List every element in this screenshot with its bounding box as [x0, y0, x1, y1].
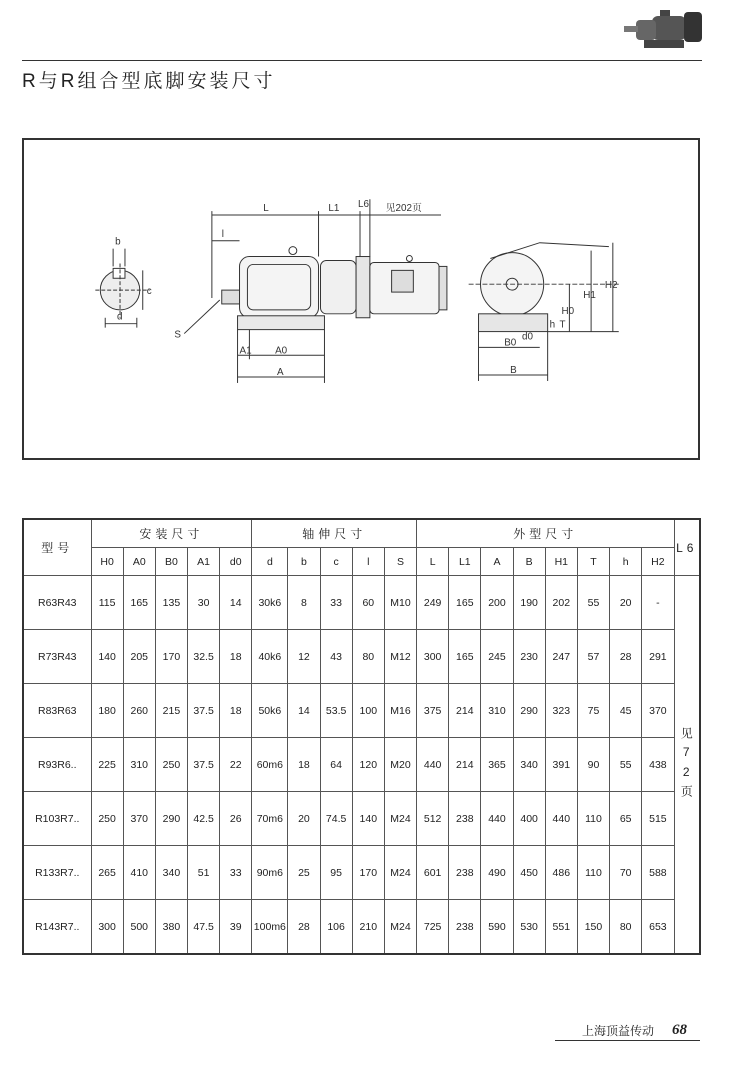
outline-header: 外型尺寸: [417, 519, 674, 548]
label-S: S: [174, 329, 181, 341]
value-cell: M16: [384, 684, 416, 738]
value-cell: 370: [642, 684, 674, 738]
table-row: [23, 630, 700, 684]
value-cell: 250: [91, 792, 123, 846]
column-header: c: [320, 548, 352, 576]
value-cell: 140: [352, 792, 384, 846]
value-cell: -: [642, 576, 674, 630]
value-cell: 33: [220, 846, 252, 900]
value-cell: 115: [91, 576, 123, 630]
label-b: b: [115, 236, 121, 248]
value-cell: 37.5: [188, 738, 220, 792]
value-cell: 42.5: [188, 792, 220, 846]
model-cell: R83R63: [23, 684, 91, 738]
value-cell: 450: [513, 846, 545, 900]
label-H1: H1: [583, 290, 596, 302]
model-cell: R73R43: [23, 630, 91, 684]
label-see-page: 见202页: [385, 203, 422, 215]
value-cell: M24: [384, 792, 416, 846]
value-cell: 51: [188, 846, 220, 900]
value-cell: 290: [155, 792, 187, 846]
value-cell: 245: [481, 630, 513, 684]
value-cell: 75: [577, 684, 609, 738]
value-cell: 260: [123, 684, 155, 738]
table-body: [23, 576, 700, 955]
value-cell: 70: [610, 846, 642, 900]
value-cell: 375: [417, 684, 449, 738]
value-cell: 214: [449, 684, 481, 738]
value-cell: 8: [288, 576, 320, 630]
value-cell: 530: [513, 900, 545, 955]
value-cell: 20: [288, 792, 320, 846]
value-cell: M24: [384, 846, 416, 900]
value-cell: 210: [352, 900, 384, 955]
value-cell: 391: [545, 738, 577, 792]
value-cell: 515: [642, 792, 674, 846]
value-cell: 180: [91, 684, 123, 738]
label-H2: H2: [604, 280, 618, 292]
value-cell: 14: [288, 684, 320, 738]
value-cell: 90: [577, 738, 609, 792]
value-cell: 18: [220, 684, 252, 738]
table-row: [23, 684, 700, 738]
column-header: H0: [91, 548, 123, 576]
value-cell: 290: [513, 684, 545, 738]
column-header: L1: [449, 548, 481, 576]
value-cell: 380: [155, 900, 187, 955]
value-cell: 100m6: [252, 900, 288, 955]
value-cell: M12: [384, 630, 416, 684]
value-cell: 140: [91, 630, 123, 684]
value-cell: 310: [481, 684, 513, 738]
value-cell: 30: [188, 576, 220, 630]
value-cell: 165: [449, 630, 481, 684]
model-header: 型号: [23, 519, 91, 576]
value-cell: 247: [545, 630, 577, 684]
label-L1: L1: [328, 203, 340, 215]
dimension-table: [22, 518, 701, 955]
value-cell: 110: [577, 792, 609, 846]
value-cell: 512: [417, 792, 449, 846]
label-l: l: [221, 228, 224, 240]
value-cell: 370: [123, 792, 155, 846]
column-header: H2: [642, 548, 674, 576]
table-row: [23, 846, 700, 900]
gearmotor-drawing: [24, 140, 698, 458]
l6-header: L6: [674, 519, 700, 576]
column-header: d: [252, 548, 288, 576]
value-cell: 45: [610, 684, 642, 738]
value-cell: 39: [220, 900, 252, 955]
page-title: R与R组合型底脚安装尺寸: [22, 71, 276, 92]
value-cell: 95: [320, 846, 352, 900]
value-cell: M20: [384, 738, 416, 792]
value-cell: 47.5: [188, 900, 220, 955]
value-cell: 80: [610, 900, 642, 955]
value-cell: 215: [155, 684, 187, 738]
value-cell: 551: [545, 900, 577, 955]
value-cell: 26: [220, 792, 252, 846]
value-cell: 32.5: [188, 630, 220, 684]
value-cell: 214: [449, 738, 481, 792]
value-cell: 486: [545, 846, 577, 900]
value-cell: 291: [642, 630, 674, 684]
value-cell: 100: [352, 684, 384, 738]
value-cell: 90m6: [252, 846, 288, 900]
value-cell: 37.5: [188, 684, 220, 738]
footer-company: 上海顶益传动: [582, 1024, 655, 1038]
column-header: L: [417, 548, 449, 576]
value-cell: 28: [288, 900, 320, 955]
value-cell: 20: [610, 576, 642, 630]
shaft-header: 轴伸尺寸: [252, 519, 417, 548]
label-h: h: [549, 319, 556, 331]
value-cell: 653: [642, 900, 674, 955]
l6-note: 见72页: [674, 576, 700, 955]
label-H0: H0: [561, 305, 575, 317]
label-L6: L6: [358, 199, 370, 211]
value-cell: 202: [545, 576, 577, 630]
value-cell: 323: [545, 684, 577, 738]
value-cell: 225: [91, 738, 123, 792]
value-cell: 55: [610, 738, 642, 792]
value-cell: 238: [449, 792, 481, 846]
value-cell: 53.5: [320, 684, 352, 738]
value-cell: 57: [577, 630, 609, 684]
model-cell: R133R7..: [23, 846, 91, 900]
value-cell: 410: [123, 846, 155, 900]
column-header: B: [513, 548, 545, 576]
value-cell: 43: [320, 630, 352, 684]
table-row: [23, 792, 700, 846]
column-header: l: [352, 548, 384, 576]
footer-rule: [555, 1040, 700, 1041]
value-cell: 170: [352, 846, 384, 900]
value-cell: 440: [417, 738, 449, 792]
model-cell: R103R7..: [23, 792, 91, 846]
table-row: [23, 576, 700, 630]
value-cell: 25: [288, 846, 320, 900]
value-cell: 725: [417, 900, 449, 955]
value-cell: 400: [513, 792, 545, 846]
value-cell: 265: [91, 846, 123, 900]
value-cell: 50k6: [252, 684, 288, 738]
column-header: S: [384, 548, 416, 576]
gearmotor-icon: [622, 6, 704, 58]
value-cell: 238: [449, 900, 481, 955]
value-cell: 65: [610, 792, 642, 846]
label-A: A: [277, 367, 284, 379]
label-A0: A0: [275, 345, 288, 357]
column-header: B0: [155, 548, 187, 576]
value-cell: 205: [123, 630, 155, 684]
value-cell: 60: [352, 576, 384, 630]
value-cell: 340: [155, 846, 187, 900]
value-cell: 249: [417, 576, 449, 630]
column-header: d0: [220, 548, 252, 576]
value-cell: 135: [155, 576, 187, 630]
column-header-row: [23, 548, 700, 576]
label-B0: B0: [504, 337, 517, 349]
value-cell: 28: [610, 630, 642, 684]
value-cell: 64: [320, 738, 352, 792]
column-header: T: [577, 548, 609, 576]
column-header: A: [481, 548, 513, 576]
value-cell: 120: [352, 738, 384, 792]
value-cell: 590: [481, 900, 513, 955]
label-d0: d0: [521, 331, 533, 343]
column-header: A1: [188, 548, 220, 576]
value-cell: 601: [417, 846, 449, 900]
value-cell: 55: [577, 576, 609, 630]
value-cell: 490: [481, 846, 513, 900]
value-cell: 106: [320, 900, 352, 955]
group-header-row: [23, 519, 700, 548]
label-c: c: [146, 286, 152, 298]
value-cell: 60m6: [252, 738, 288, 792]
install-header: 安装尺寸: [91, 519, 252, 548]
column-header: A0: [123, 548, 155, 576]
value-cell: 300: [91, 900, 123, 955]
value-cell: 200: [481, 576, 513, 630]
value-cell: 170: [155, 630, 187, 684]
value-cell: 438: [642, 738, 674, 792]
value-cell: 300: [417, 630, 449, 684]
value-cell: 440: [481, 792, 513, 846]
label-A1: A1: [239, 345, 252, 357]
column-header: h: [610, 548, 642, 576]
label-L: L: [263, 203, 269, 215]
value-cell: M24: [384, 900, 416, 955]
value-cell: 238: [449, 846, 481, 900]
value-cell: 30k6: [252, 576, 288, 630]
dimension-drawing: [22, 138, 700, 460]
table-row: [23, 738, 700, 792]
table-row: [23, 900, 700, 955]
value-cell: 22: [220, 738, 252, 792]
value-cell: 150: [577, 900, 609, 955]
value-cell: 80: [352, 630, 384, 684]
value-cell: 440: [545, 792, 577, 846]
label-T: T: [559, 319, 566, 331]
value-cell: 365: [481, 738, 513, 792]
value-cell: 70m6: [252, 792, 288, 846]
value-cell: 165: [449, 576, 481, 630]
header-rule: [22, 60, 702, 61]
value-cell: 14: [220, 576, 252, 630]
value-cell: 18: [220, 630, 252, 684]
model-cell: R63R43: [23, 576, 91, 630]
value-cell: 340: [513, 738, 545, 792]
value-cell: 110: [577, 846, 609, 900]
column-header: H1: [545, 548, 577, 576]
value-cell: M10: [384, 576, 416, 630]
value-cell: 230: [513, 630, 545, 684]
label-B: B: [510, 365, 517, 377]
value-cell: 310: [123, 738, 155, 792]
value-cell: 500: [123, 900, 155, 955]
model-cell: R143R7..: [23, 900, 91, 955]
value-cell: 74.5: [320, 792, 352, 846]
value-cell: 33: [320, 576, 352, 630]
value-cell: 18: [288, 738, 320, 792]
value-cell: 190: [513, 576, 545, 630]
column-header: b: [288, 548, 320, 576]
value-cell: 12: [288, 630, 320, 684]
model-cell: R93R6..: [23, 738, 91, 792]
value-cell: 40k6: [252, 630, 288, 684]
value-cell: 588: [642, 846, 674, 900]
label-d: d: [117, 311, 123, 323]
value-cell: 250: [155, 738, 187, 792]
page-number: 68: [672, 1022, 687, 1038]
value-cell: 165: [123, 576, 155, 630]
